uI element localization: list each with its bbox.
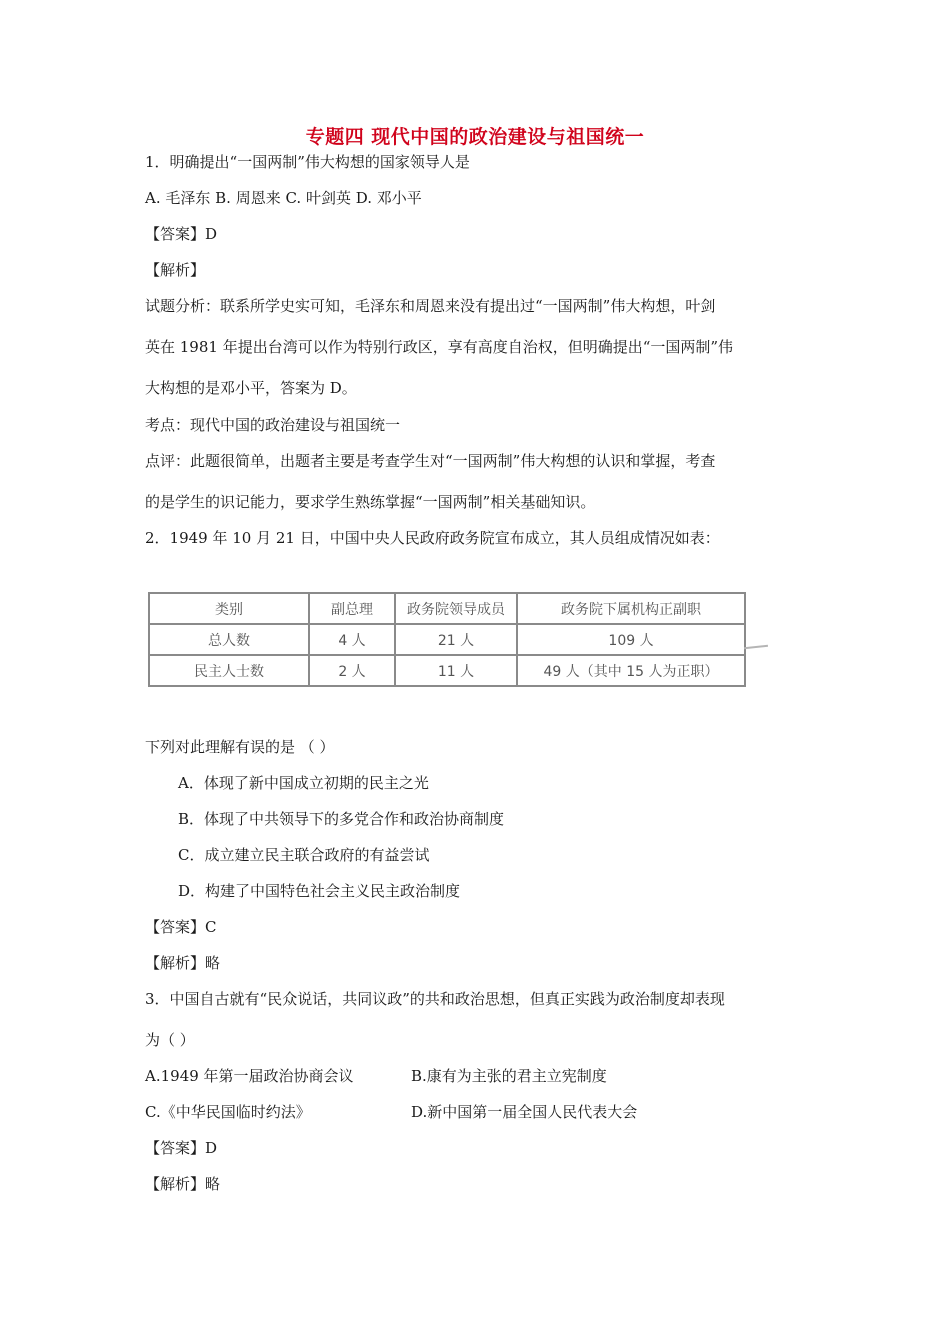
- q1-analysis-label: 【解析】: [145, 261, 206, 279]
- q2-stem: 2．1949 年 10 月 21 日，中国中央人民政府政务院宣布成立，其人员组成情况如表：: [145, 529, 720, 547]
- personnel-table: [148, 592, 746, 687]
- q3-analysis: 【解析】略: [145, 1175, 221, 1193]
- q3-answer: 【答案】D: [145, 1139, 218, 1157]
- q3-stem-line: 3．中国自古就有“民众说话，共同议政”的共和政治思想，但真正实践为政治制度却表现: [145, 990, 725, 1008]
- table-cell: 民主人士数: [149, 655, 309, 686]
- table-cell: 11 人: [395, 655, 517, 686]
- table-cell: 109 人: [517, 624, 745, 655]
- q3-option-b: B.康有为主张的君主立宪制度: [411, 1067, 607, 1085]
- q1-dianping-line: 点评：此题很简单，出题者主要是考查学生对“一国两制”伟大构想的认识和掌握，考查: [145, 452, 716, 470]
- q2-question: 下列对此理解有误的是 （ ）: [145, 738, 335, 756]
- table-row: [149, 655, 745, 686]
- q1-analysis-line: 英在 1981 年提出台湾可以作为特别行政区，享有高度自治权，但明确提出“一国两制”伟: [145, 338, 734, 356]
- q3-option-c: C.《中华民国临时约法》: [145, 1103, 311, 1121]
- table-header-cell: 政务院下属机构正副职: [517, 593, 745, 624]
- table-row: [149, 624, 745, 655]
- page-title: 专题四 现代中国的政治建设与祖国统一: [305, 126, 645, 148]
- table-cell: 4 人: [309, 624, 395, 655]
- q3-stem-line: 为（ ）: [145, 1031, 195, 1049]
- q1-analysis-line: 试题分析：联系所学史实可知，毛泽东和周恩来没有提出过“一国两制”伟大构想，叶剑: [145, 297, 716, 315]
- scan-mark: [744, 645, 768, 649]
- q2-option-c: C．成立建立民主联合政府的有益尝试: [178, 846, 430, 864]
- q1-analysis-line: 大构想的是邓小平，答案为 D。: [145, 379, 357, 397]
- table-header-cell: 类别: [149, 593, 309, 624]
- table-cell: 49 人（其中 15 人为正职）: [517, 655, 745, 686]
- table-cell: 21 人: [395, 624, 517, 655]
- table-header-cell: 政务院领导成员: [395, 593, 517, 624]
- q2-option-d: D．构建了中国特色社会主义民主政治制度: [178, 882, 461, 900]
- table-cell: 总人数: [149, 624, 309, 655]
- table-header-row: [149, 593, 745, 624]
- q3-option-a: A.1949 年第一届政治协商会议: [145, 1067, 354, 1085]
- q2-answer: 【答案】C: [145, 918, 217, 936]
- q2-analysis: 【解析】略: [145, 954, 221, 972]
- q3-option-d: D.新中国第一届全国人民代表大会: [411, 1103, 638, 1121]
- q1-stem: 1．明确提出“一国两制”伟大构想的国家领导人是: [145, 153, 470, 171]
- table-header-cell: 副总理: [309, 593, 395, 624]
- q2-option-a: A．体现了新中国成立初期的民主之光: [178, 774, 429, 792]
- q1-kaodian: 考点：现代中国的政治建设与祖国统一: [145, 416, 401, 434]
- q1-options: A. 毛泽东 B. 周恩来 C. 叶剑英 D. 邓小平: [145, 189, 422, 207]
- q1-answer: 【答案】D: [145, 225, 218, 243]
- q1-dianping-line: 的是学生的识记能力，要求学生熟练掌握“一国两制”相关基础知识。: [145, 493, 596, 511]
- q2-option-b: B．体现了中共领导下的多党合作和政治协商制度: [178, 810, 505, 828]
- table-cell: 2 人: [309, 655, 395, 686]
